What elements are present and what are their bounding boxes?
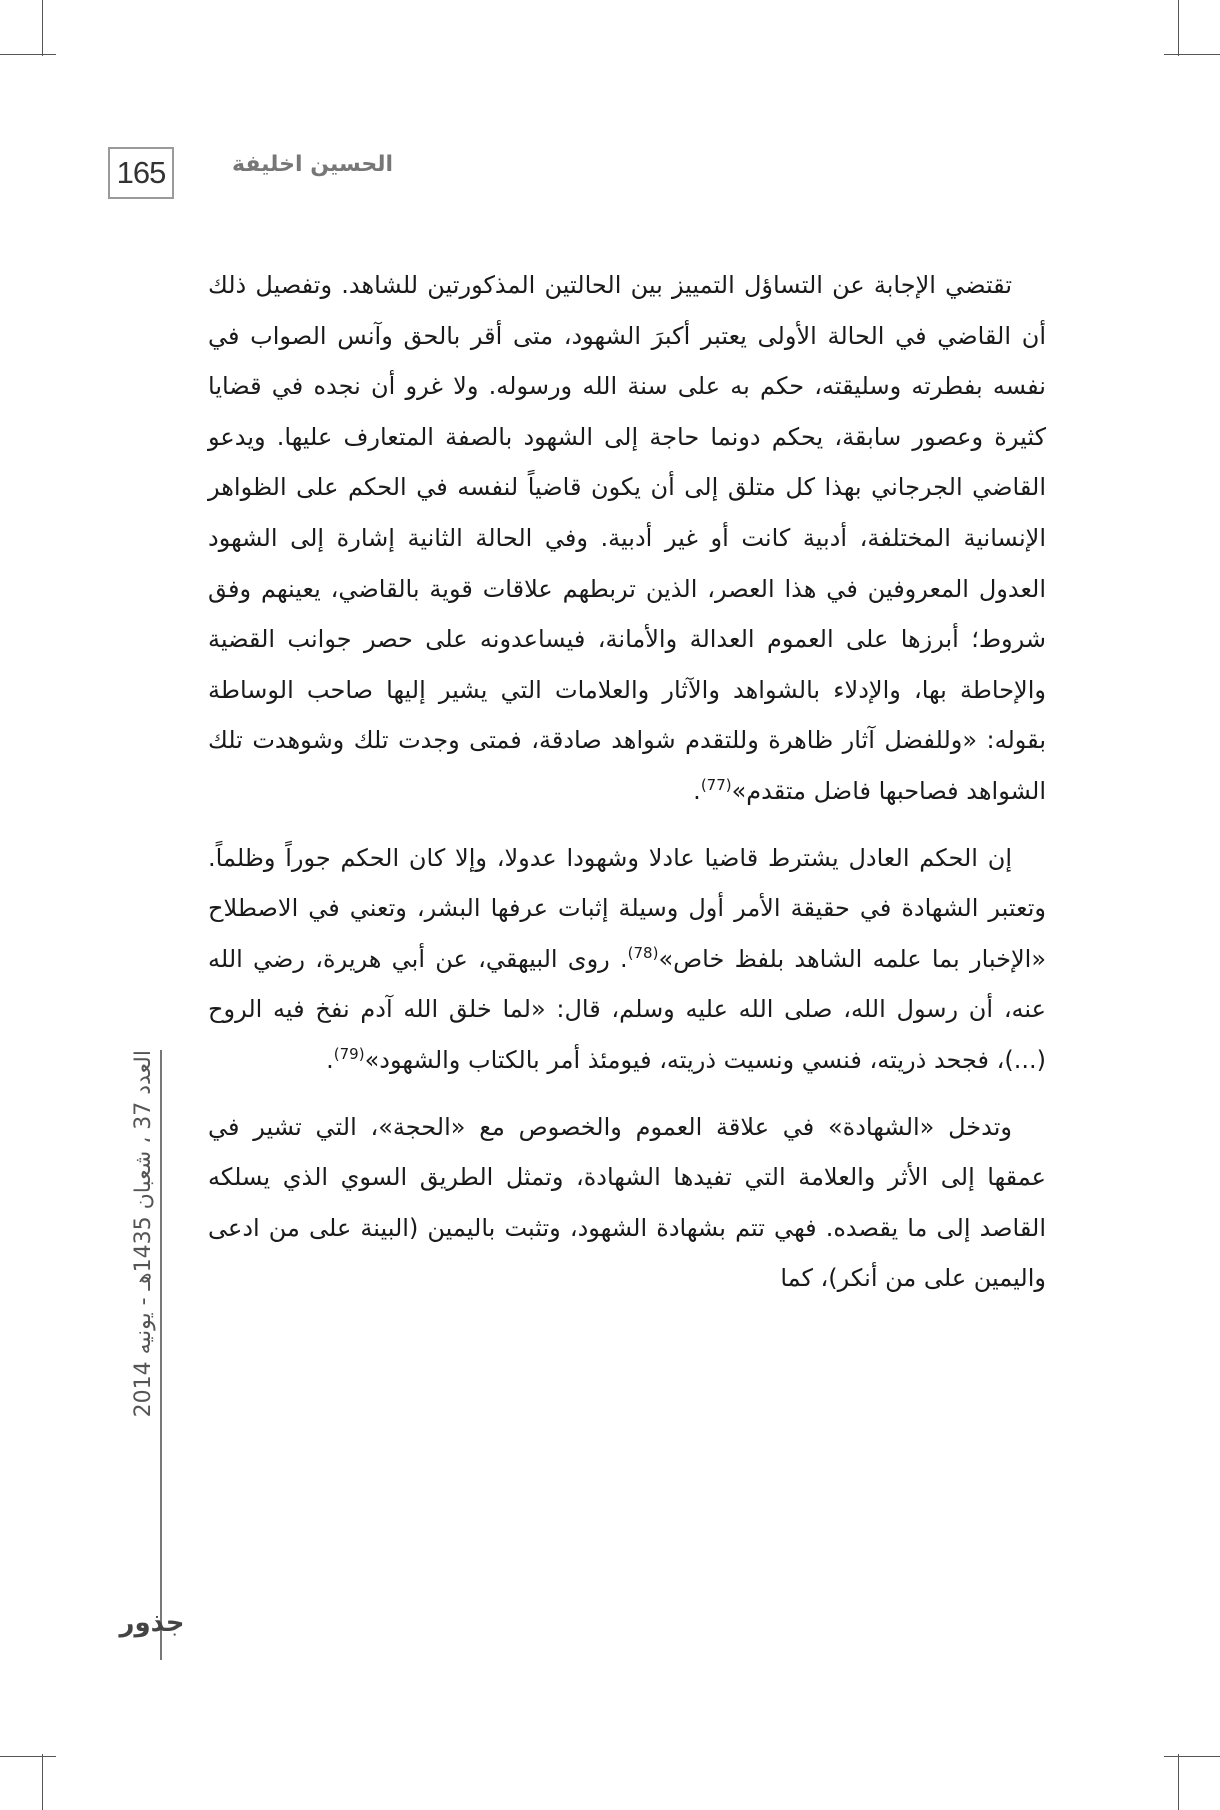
- crop-mark: [42, 0, 43, 56]
- paragraph-3: [208, 1102, 1046, 1304]
- running-head: الحسين اخليفة: [232, 152, 394, 177]
- crop-mark: [1164, 54, 1220, 55]
- paragraph-text: تقتضي الإجابة عن التساؤل التمييز بين الحالتين المذكورتين للشاهد. وتفصيل ذلك أن القاضي في الحالة الأولى يعتبر أكبرَ الشهود، متى أقر بالحق وآنس الصواب في نفسه بفطرته وسليقته، حكم به على سنة الله ورسوله. ولا غرو أن نجده في قضايا كثيرة وعصور سابقة، يحكم دونما حاجة إلى الشهود بالصفة المتعارف عليها. ويدعو القاضي الجرجاني بهذا كل متلق إلى أن يكون قاضياً لنفسه في الحكم على الظواهر الإنسانية المختلفة، أدبية كانت أو غير أدبية. وفي الحالة الثانية إشارة إلى الشهود العدول المعروفين في هذا العصر، الذين تربطهم علاقات قوية بالقاضي، يعينهم وفق شروط؛ أبرزها على العموم العدالة والأمانة، فيساعدونه على حصر جوانب القضية والإحاطة بها، والإدلاء بالشواهد والآثار والعلامات التي يشير إليها صاحب الوساطة بقوله: «وللفضل آثار ظاهرة وللتقدم شواهد صادقة، فمتى وجدت تلك وشوهدت تلك الشواهد فصاحبها فاضل متقدم»: [208, 271, 1046, 805]
- footnote-ref[interactable]: (77): [700, 775, 732, 794]
- page-number: 165: [108, 147, 174, 199]
- issue-info: العدد 37 ، شعبان 1435هـ - يونيه 2014: [130, 1050, 156, 1418]
- crop-mark: [1164, 1756, 1220, 1757]
- crop-mark: [42, 1754, 43, 1810]
- crop-mark: [0, 54, 56, 55]
- crop-mark: [1178, 1754, 1179, 1810]
- paragraph-tail: . روى البيهقي، عن أبي هريرة، رضي الله عنه، أن رسول الله، صلى الله عليه وسلم، قال: «لما خلق الله آدم نفخ فيه الروح (...)، فجحد ذريته، فنسي ونسيت ذريته، فيومئذ أمر بالكتاب والشهود»: [208, 944, 1046, 1074]
- margin-rule: [160, 1050, 162, 1660]
- paragraph-text: إن الحكم العادل يشترط قاضيا عادلا وشهودا عدولا، وإلا كان الحكم جوراً وظلماً. وتعتبر الشهادة في حقيقة الأمر أول وسيلة إثبات عرفها البشر، وتعني في الاصطلاح «الإخبار بما علمه الشاهد بلفظ خاص»: [208, 843, 1046, 973]
- article-body: [208, 260, 1046, 1320]
- footnote-ref[interactable]: (78): [627, 943, 659, 962]
- crop-mark: [0, 1756, 56, 1757]
- paragraph-2: [208, 833, 1046, 1086]
- paragraph-text: وتدخل «الشهادة» في علاقة العموم والخصوص مع «الحجة»، التي تشير في عمقها إلى الأثر والعلامة التي تفيدها الشهادة، وتمثل الطريق السوي الذي يسلكه القاصد إلى ما يقصده. فهي تتم بشهادة الشهود، وتثبت باليمين (البينة على من ادعى واليمين على من أنكر)، كما: [208, 1112, 1046, 1293]
- journal-logo: جذور: [119, 1608, 185, 1638]
- paragraph-1: [208, 260, 1046, 817]
- paragraph-tail: .: [693, 776, 701, 805]
- crop-mark: [1178, 0, 1179, 56]
- paragraph-tail: .: [326, 1045, 334, 1074]
- footnote-ref[interactable]: (79): [333, 1044, 365, 1063]
